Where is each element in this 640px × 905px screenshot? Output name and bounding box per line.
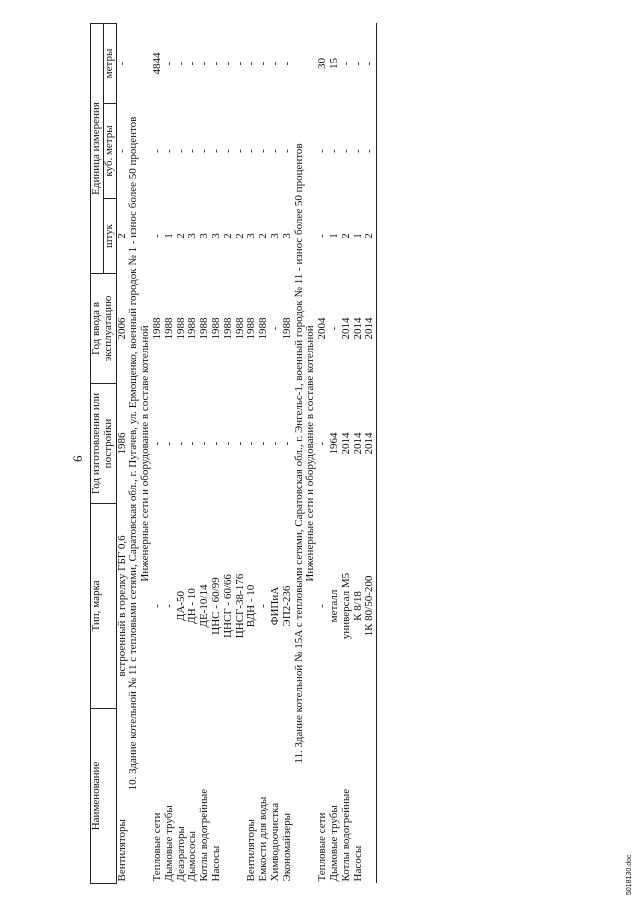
row-m: - [257, 61, 270, 66]
row-m: - [198, 61, 211, 66]
row-m3: - [280, 149, 293, 153]
section-title: 10. Здание котельной № 11 с тепловыми сетями, Саратовская обл., г. Пугачев, ул. Ермощенко, военный городок № 1 - износ более 50 процентов [127, 116, 140, 791]
row-type: ЭП2-236 [280, 585, 293, 627]
row-m3: - [150, 149, 163, 153]
row-pcs: 1 [162, 233, 175, 239]
header-year-op: Год ввода в эксплуатацию [91, 274, 117, 384]
equipment-table [90, 23, 377, 884]
row-type: ДА-50 [174, 590, 187, 622]
row-m: - [186, 61, 199, 66]
header-unit-m3: куб. метры [103, 104, 116, 199]
row-name: Котлы водогрейные [198, 788, 211, 882]
table-row [152, 24, 164, 884]
row-year-made: - [174, 441, 187, 446]
row-year-made: - [221, 441, 234, 446]
table-body [116, 24, 377, 884]
row-pcs: 2 [364, 199, 376, 274]
row-m3: - [339, 149, 352, 153]
row-m3: - [233, 149, 246, 153]
row-m: - [115, 61, 128, 66]
row-m3: - [327, 149, 340, 153]
row-m: 15 [327, 58, 340, 69]
row-year-op: 1988 [162, 317, 175, 340]
row-year-op: 1988 [280, 317, 293, 340]
row-year-made: - [233, 441, 246, 446]
row-m3: - [174, 149, 187, 153]
row-m: 4844 [150, 52, 163, 75]
row-year-made: - [150, 441, 163, 446]
row-year-made: - [162, 441, 175, 446]
section-subtitle: Инженерные сети и оборудование в составе котельной [139, 325, 152, 582]
row-year-made: - [316, 441, 329, 446]
row-m: - [339, 61, 352, 66]
row-name: Насосы [351, 845, 364, 882]
row-name: Котлы водогрейные [339, 788, 352, 882]
doc-stamp: 5018130.doc [626, 854, 633, 895]
row-m3: - [245, 149, 258, 153]
row-pcs: 2 [174, 233, 187, 239]
row-type: - [150, 604, 163, 608]
row-name: Экономайзеры [280, 813, 293, 882]
row-m: - [174, 61, 187, 66]
row-m: - [209, 61, 222, 66]
row-year-op: 2004 [316, 317, 329, 340]
section-subtitle: Инженерные сети и оборудование в составе котельной [304, 325, 317, 582]
row-year-op: 1988 [198, 317, 211, 340]
table-row [364, 24, 376, 884]
row-year-op: 1988 [245, 317, 258, 340]
header-name: Наименование [91, 709, 117, 884]
row-name [223, 709, 235, 884]
row-year-op: 1988 [186, 317, 199, 340]
row-pcs: 3 [198, 233, 211, 239]
table-row [223, 24, 235, 884]
row-name: Вентиляторы [115, 819, 128, 882]
row-pcs: - [150, 234, 163, 238]
row-year-op: 1988 [233, 317, 246, 340]
row-year-made: 2014 [339, 432, 352, 455]
row-m3: - [162, 149, 175, 153]
row-type: универсал М5 [339, 572, 352, 640]
row-year-op: - [268, 326, 281, 331]
row-name: Дымососы [186, 830, 199, 882]
row-year-made: - [257, 441, 270, 446]
row-name: Деаэраторы [174, 826, 187, 882]
row-pcs: 3 [245, 233, 258, 239]
row-m3: - [316, 149, 329, 153]
row-pcs: 2 [233, 233, 246, 239]
table-row [211, 24, 223, 884]
row-type: ДН - 10 [186, 588, 199, 624]
row-name: Химводоочистка [268, 802, 281, 882]
row-pcs: 3 [280, 233, 293, 239]
row-m3: - [257, 149, 270, 153]
row-pcs: 1 [351, 233, 364, 239]
row-pcs: 2 [339, 233, 352, 239]
row-pcs: 2 [115, 233, 128, 239]
row-m3: - [186, 149, 199, 153]
table-row [282, 24, 294, 884]
row-type: ЦНСГ - 60/66 [221, 574, 234, 638]
row-type: встроенный в горелку ГБГ 0,6 [115, 535, 128, 677]
row-type: металл [327, 589, 340, 623]
row-m: - [268, 61, 281, 66]
row-m: 30 [316, 58, 329, 69]
row-name [364, 709, 376, 884]
header-unit-m: метры [103, 24, 116, 104]
row-type: К 8/18 [351, 591, 364, 621]
row-type: ВДН - 10 [245, 584, 258, 628]
row-year-op: 2014 [364, 274, 376, 384]
row-year-op: 1988 [150, 317, 163, 340]
row-m3: - [268, 149, 281, 153]
row-m3: - [351, 149, 364, 153]
row-year-made: - [186, 441, 199, 446]
table-row [270, 24, 282, 884]
row-type: - [316, 604, 329, 608]
row-type: - [257, 604, 270, 608]
row-m: - [364, 24, 376, 104]
row-name: Тепловые сети [316, 812, 329, 882]
row-year-op: 2006 [115, 317, 128, 340]
row-pcs: 3 [186, 233, 199, 239]
row-year-made: - [198, 441, 211, 446]
row-pcs: 2 [221, 233, 234, 239]
row-m3: - [209, 149, 222, 153]
row-type: - [162, 604, 175, 608]
row-type: ФИПиА [268, 586, 281, 626]
row-type: ЦНСГ-38-176 [233, 573, 246, 639]
row-year-op: 1988 [257, 317, 270, 340]
row-year-made: - [280, 441, 293, 446]
header-year-made: Год изготовления или постройки [91, 384, 117, 504]
row-name: Дымовые трубы [327, 805, 340, 882]
row-name: Насосы [209, 845, 222, 882]
row-year-op: - [327, 326, 340, 331]
row-year-op: 2014 [339, 317, 352, 340]
row-pcs: 3 [209, 233, 222, 239]
header-unit-pcs: штук [103, 199, 116, 274]
row-year-op: 2014 [351, 317, 364, 340]
row-m: - [233, 61, 246, 66]
row-m: - [280, 61, 293, 66]
header-type: Тип, марка [91, 504, 117, 709]
row-pcs: 1 [327, 233, 340, 239]
row-m: - [162, 61, 175, 66]
row-pcs: 3 [268, 233, 281, 239]
row-m3: - [221, 149, 234, 153]
row-m3: - [115, 149, 128, 153]
row-name: Тепловые сети [150, 812, 163, 882]
row-type: 1К 80/50-200 [364, 504, 376, 709]
row-year-op: 1988 [174, 317, 187, 340]
row-type: ДЕ-10/14 [198, 584, 211, 628]
row-year-made: - [245, 441, 258, 446]
row-name: Дымовые трубы [162, 805, 175, 882]
row-m: - [245, 61, 258, 66]
header-unit-group: Единица измерения [91, 24, 104, 274]
row-pcs: - [316, 234, 329, 238]
row-year-made: - [268, 441, 281, 446]
row-year-made: - [209, 441, 222, 446]
table-row [329, 24, 341, 884]
row-year-made: 1964 [327, 432, 340, 455]
row-m3: - [198, 149, 211, 153]
page-number: 6 [70, 455, 85, 462]
row-type: ЦНС - 60/99 [209, 577, 222, 635]
row-year-made: 2014 [351, 432, 364, 455]
row-name: Емкости для воды [257, 796, 270, 882]
row-m: - [351, 61, 364, 66]
row-pcs: 2 [257, 233, 270, 239]
row-year-made: 1986 [115, 432, 128, 455]
table-row [341, 24, 353, 884]
table-row [164, 24, 176, 884]
row-name: Вентиляторы [245, 819, 258, 882]
row-m3: - [364, 104, 376, 199]
row-year-made: 2014 [364, 384, 376, 504]
row-m: - [221, 61, 234, 66]
row-year-op: 1988 [221, 317, 234, 340]
section-title: 11. Здание котельной № 15А с тепловыми сетями, Саратовская обл., г. Энгельс-1, военный городок № 11 - износ более 50 процентов [292, 143, 305, 764]
row-year-op: 1988 [209, 317, 222, 340]
